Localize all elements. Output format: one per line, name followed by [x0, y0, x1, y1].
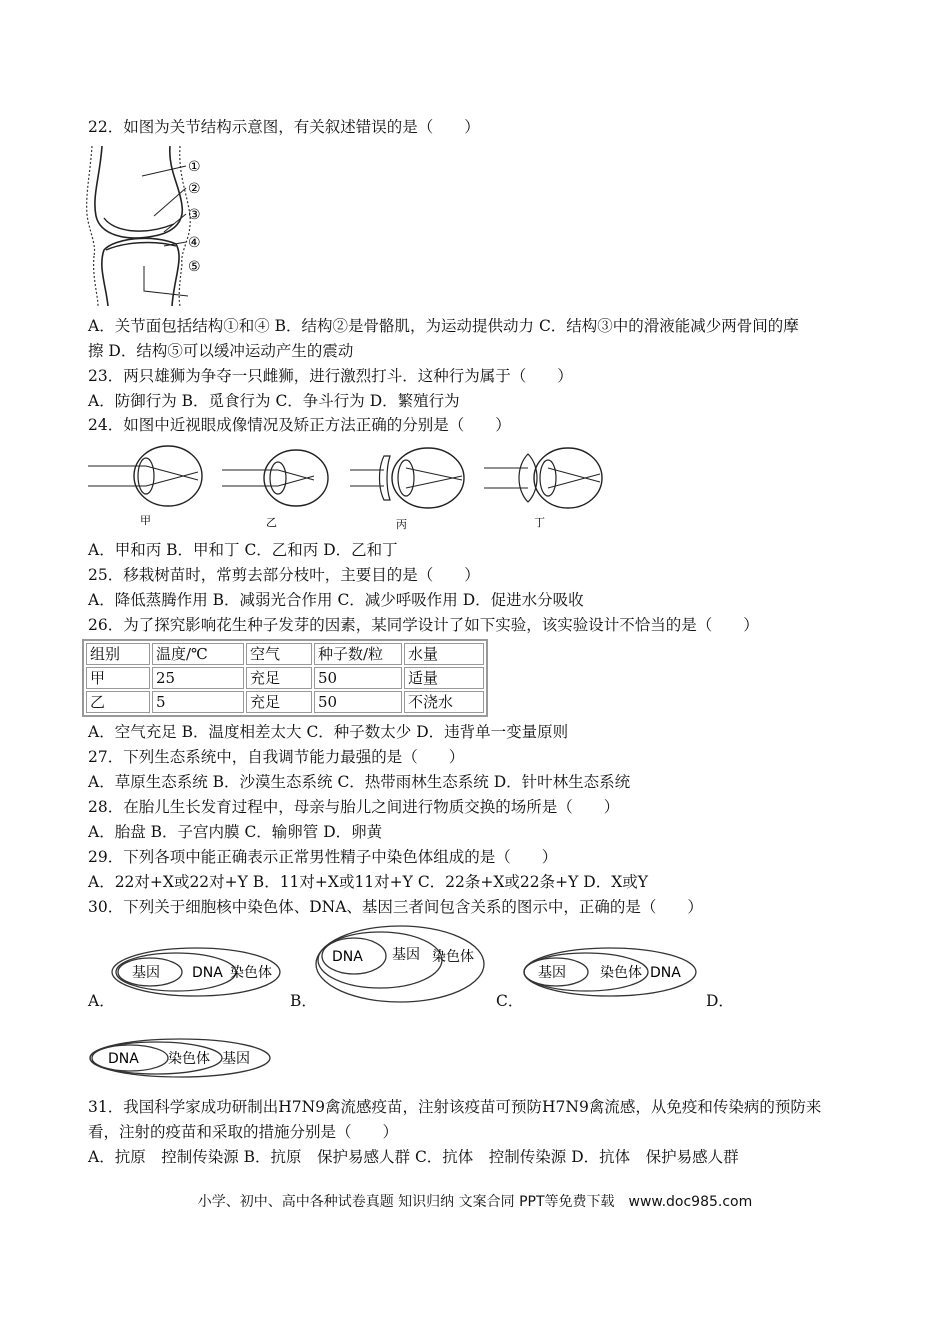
q26-options: A．空气充足 B．温度相差太大 C．种子数太少 D．违背单一变量原则 [88, 723, 569, 741]
page-footer: 小学、初中、高中各种试卷真题 知识归纳 文案合同 PPT等免费下载 www.doc985.com [197, 1194, 753, 1210]
shaft-right [179, 264, 182, 306]
eye-diagram-yi [222, 450, 328, 529]
label-5: ⑤ [188, 259, 201, 275]
q28-stem: 28．在胎儿生长发育过程中，母亲与胎儿之间进行物质交换的场所是（ ） [88, 798, 620, 816]
cartilage-upper [104, 218, 174, 231]
table-cell: 充足 [246, 667, 312, 689]
label-yi: 乙 [266, 516, 277, 529]
diagram-b-label: DNA [332, 949, 363, 965]
label-4: ④ [188, 235, 201, 251]
q29-stem: 29．下列各项中能正确表示正常男性精子中染色体组成的是（ ） [88, 848, 558, 866]
eye-diagram-bing [350, 448, 464, 531]
diagrams-abc [110, 924, 710, 1004]
joint-structure-diagram [84, 146, 214, 308]
lower-bone-outline [102, 238, 179, 306]
table-cell: 50 [314, 691, 402, 713]
table-header: 种子数/粒 [314, 643, 402, 665]
diagram-c-label: DNA [650, 965, 681, 981]
pointer-5 [144, 266, 188, 296]
q23-stem: 23．两只雄狮为争夺一只雌狮，进行激烈打斗．这种行为属于（ ） [88, 367, 573, 385]
q27-options: A．草原生态系统 B．沙漠生态系统 C．热带雨林生态系统 D．针叶林生态系统 [88, 773, 631, 791]
table-header: 组别 [86, 643, 150, 665]
table-cell: 适量 [404, 667, 484, 689]
diagram-a-label: 基因 [132, 965, 160, 981]
diagram-b [316, 926, 484, 1002]
table-row [86, 691, 484, 713]
joint-capsule-left [87, 146, 95, 256]
table-cell: 25 [152, 667, 244, 689]
experiment-table [82, 639, 488, 717]
q30-option-c: C． [496, 992, 524, 1010]
label-2: ② [188, 181, 201, 197]
q30-option-d: D． [706, 992, 734, 1010]
diagram-a-label: DNA [192, 965, 223, 981]
q23-options: A．防御行为 B．觅食行为 C．争斗行为 D．繁殖行为 [88, 392, 460, 410]
diagram-c-label: 基因 [538, 965, 566, 981]
label-ding: 丁 [534, 516, 545, 529]
table-header: 空气 [246, 643, 312, 665]
eye-diagram-ding [484, 448, 602, 529]
diagram-d-label: 基因 [222, 1051, 250, 1067]
table-cell: 甲 [86, 667, 150, 689]
label-3: ③ [188, 207, 201, 223]
table-header: 温度/℃ [152, 643, 244, 665]
cartilage-lower [106, 243, 176, 250]
q24-options: A．甲和丙 B．甲和丁 C．乙和丙 D．乙和丁 [88, 541, 398, 559]
diagram-b-label: 染色体 [432, 949, 474, 965]
q25-options: A．降低蒸腾作用 B．减弱光合作用 C．减少呼吸作用 D．促进水分吸收 [88, 591, 584, 609]
shaft-left [94, 256, 98, 306]
q25-stem: 25．移栽树苗时，常剪去部分枝叶，主要目的是（ ） [88, 566, 480, 584]
table-row [86, 667, 484, 689]
q28-options: A．胎盘 B．子宫内膜 C．输卵管 D．卵黄 [88, 823, 383, 841]
q27-stem: 27．下列生态系统中，自我调节能力最强的是（ ） [88, 748, 465, 766]
diagram-a [112, 948, 280, 996]
diagram-a-label: 染色体 [230, 965, 272, 981]
diagram-d [86, 1036, 276, 1080]
q31-stem-line2: 看，注射的疫苗和采取的措施分别是（ ） [88, 1123, 399, 1141]
q29-options: A．22对+X或22对+Y B．11对+X或11对+Y C．22条+X或22条+Y D．X或Y [88, 873, 648, 891]
q22-options-line2: 擦 D．结构⑤可以缓冲运动产生的震动 [88, 342, 354, 360]
table-cell: 50 [314, 667, 402, 689]
q22-options-line1: A．关节面包括结构①和④ B．结构②是骨骼肌，为运动提供动力 C．结构③中的滑液能减少两骨间的摩 [88, 317, 799, 335]
q30-option-b: B． [290, 992, 317, 1010]
diagram-c-label: 染色体 [600, 965, 642, 981]
pointer-3 [164, 214, 186, 232]
q30-option-a: A． [88, 992, 115, 1010]
table-cell: 不浇水 [404, 691, 484, 713]
label-bing: 丙 [396, 518, 407, 531]
table-cell: 5 [152, 691, 244, 713]
eye-diagram-jia [88, 446, 202, 527]
diagram-b-label: 基因 [392, 947, 420, 963]
label-jia: 甲 [140, 514, 151, 527]
q26-stem: 26．为了探究影响花生种子发芽的因素，某同学设计了如下实验，该实验设计不恰当的是（ ） [88, 616, 759, 634]
table-header: 水量 [404, 643, 484, 665]
q31-options: A．抗原 控制传染源 B．抗原 保护易感人群 C．抗体 控制传染源 D．抗体 保护易感人群 [88, 1148, 739, 1166]
eye-imaging-diagrams [88, 442, 618, 534]
diagram-c [524, 948, 696, 996]
diagram-d-label: DNA [108, 1051, 139, 1067]
table-header-row [86, 643, 484, 665]
q22-stem: 22．如图为关节结构示意图，有关叙述错误的是（ ） [88, 118, 480, 136]
upper-bone-outline [95, 146, 182, 238]
q30-stem: 30．下列关于细胞核中染色体、DNA、基因三者间包含关系的图示中，正确的是（ ） [88, 898, 703, 916]
q24-stem: 24．如图中近视眼成像情况及矫正方法正确的分别是（ ） [88, 416, 511, 434]
table-cell: 充足 [246, 691, 312, 713]
diagram-d-label: 染色体 [168, 1051, 210, 1067]
pointer-1 [142, 166, 186, 176]
table-cell: 乙 [86, 691, 150, 713]
label-1: ① [188, 159, 201, 175]
q31-stem-line1: 31．我国科学家成功研制出H7N9禽流感疫苗，注射该疫苗可预防H7N9禽流感，从免疫和传染病的预防来 [88, 1098, 822, 1116]
